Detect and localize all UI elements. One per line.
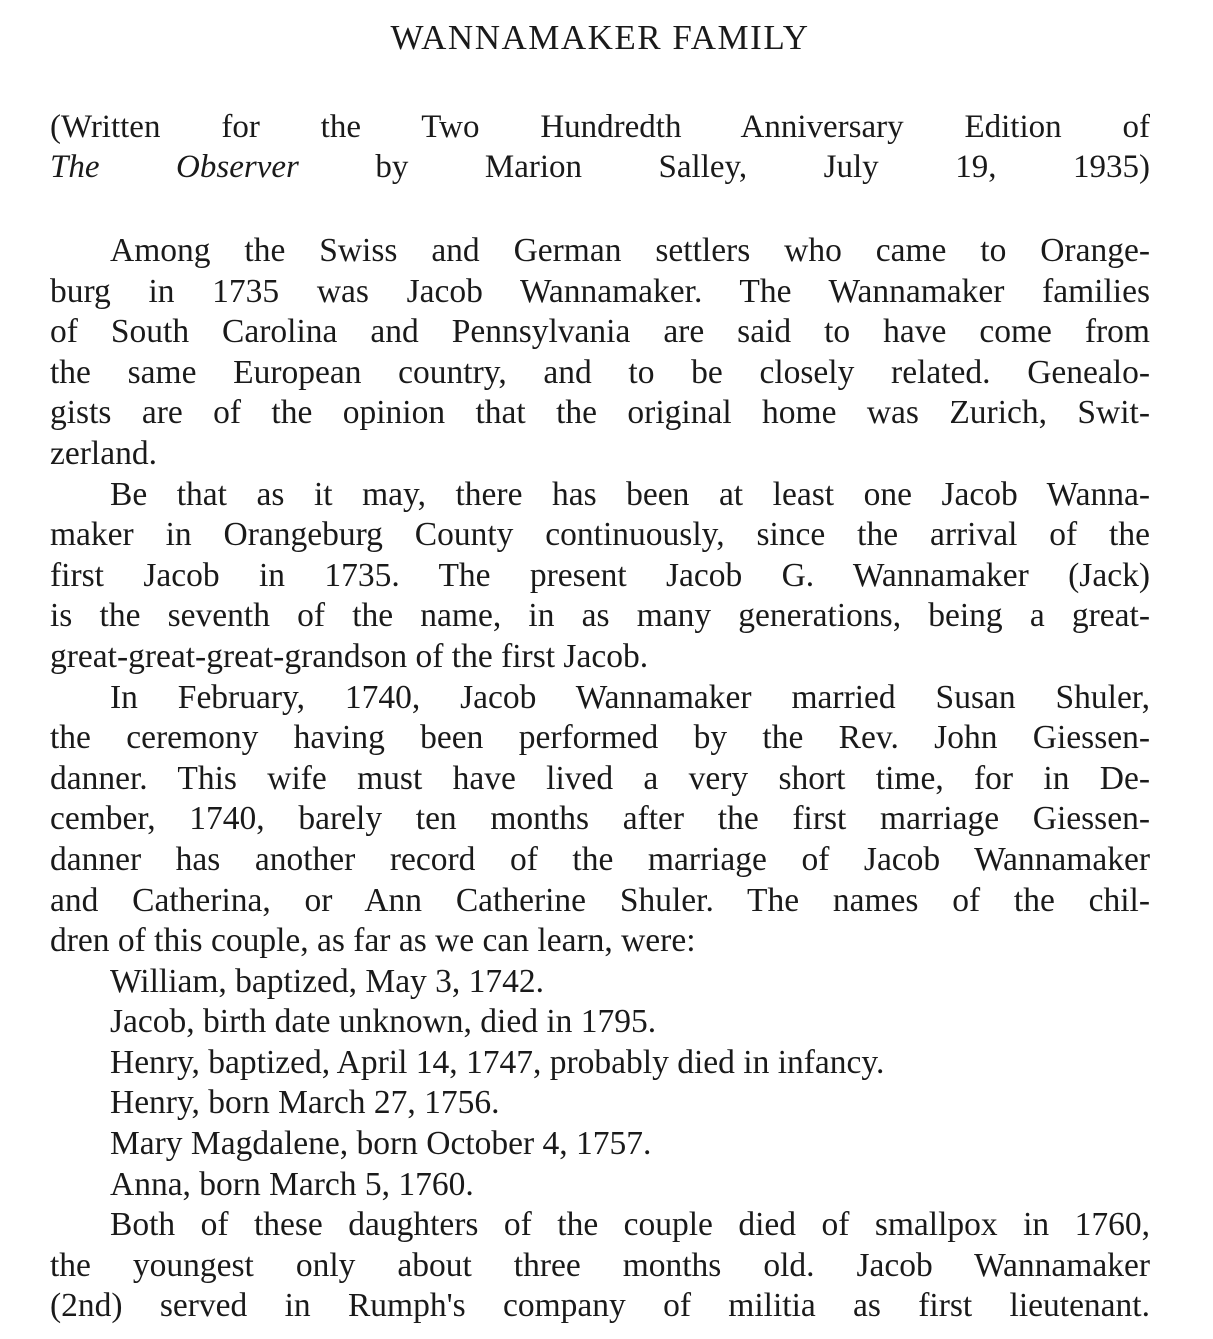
paragraph-line: zerland. bbox=[50, 434, 157, 472]
paragraph-line: the ceremony having been performed by the Rev. John Giessen- bbox=[50, 719, 1150, 757]
paragraph-line: gists are of the opinion that the original home was Zurich, Swit- bbox=[50, 394, 1150, 432]
paragraph-line: burg in 1735 was Jacob Wannamaker. The Wannamaker families bbox=[50, 272, 1150, 310]
paragraph-line: Among the Swiss and German settlers who came to Orange- bbox=[110, 232, 1150, 269]
children-list bbox=[50, 962, 1150, 1206]
list-item: William, baptized, May 3, 1742. bbox=[110, 962, 545, 1000]
paragraph-line: great-great-great-grandson of the first Jacob. bbox=[50, 637, 649, 675]
paragraph-line: (2nd) served in Rumph's company of militia as first lieutenant. bbox=[50, 1287, 1150, 1325]
page-title: WANNAMAKER FAMILY bbox=[390, 18, 810, 57]
list-item: Henry, born March 27, 1756. bbox=[110, 1084, 500, 1122]
paragraph-2 bbox=[50, 475, 1150, 678]
paragraph-line: the same European country, and to be closely related. Genealo- bbox=[50, 353, 1150, 391]
paragraph-line: danner. This wife must have lived a very short time, for in De- bbox=[50, 759, 1150, 797]
paragraph-line: of South Carolina and Pennsylvania are said to have come from bbox=[50, 313, 1150, 351]
paragraph-line: Both of these daughters of the couple died of smallpox in 1760, bbox=[110, 1206, 1150, 1244]
paragraph-line: and Catherina, or Ann Catherine Shuler. The names of the chil- bbox=[50, 881, 1150, 919]
list-item: Anna, born March 5, 1760. bbox=[110, 1165, 474, 1203]
publication-name: The Observer bbox=[50, 149, 299, 185]
subtitle-line-2-rest: by Marion Salley, July 19, 1935) bbox=[298, 149, 1150, 185]
list-item: Henry, baptized, April 14, 1747, probably died in infancy. bbox=[110, 1043, 885, 1081]
paragraph-line: first Jacob in 1735. The present Jacob G. Wannamaker (Jack) bbox=[50, 556, 1150, 594]
paragraph-1 bbox=[50, 231, 1150, 475]
article-body bbox=[50, 231, 1150, 1327]
paragraph-line: dren of this couple, as far as we can learn, were: bbox=[50, 922, 696, 960]
paragraph-line: danner has another record of the marriage of Jacob Wannamaker bbox=[50, 840, 1150, 878]
document-page bbox=[50, 14, 1150, 1327]
paragraph-line: maker in Orangeburg County continuously, since the arrival of the bbox=[50, 516, 1150, 554]
list-item: Jacob, birth date unknown, died in 1795. bbox=[110, 1003, 657, 1041]
paragraph-3 bbox=[50, 678, 1150, 962]
paragraph-line: In February, 1740, Jacob Wannamaker married Susan Shuler, bbox=[110, 678, 1150, 716]
paragraph-closing bbox=[50, 1205, 1150, 1327]
paragraph-line: is the seventh of the name, in as many generations, being a great- bbox=[50, 597, 1150, 635]
subtitle bbox=[50, 107, 1150, 187]
paragraph-line: Be that as it may, there has been at least one Jacob Wanna- bbox=[110, 475, 1150, 513]
list-item: Mary Magdalene, born October 4, 1757. bbox=[110, 1125, 652, 1163]
paragraph-line: cember, 1740, barely ten months after the first marriage Giessen- bbox=[50, 800, 1150, 838]
subtitle-line-1: (Written for the Two Hundredth Anniversary Edition of bbox=[50, 109, 1150, 145]
paragraph-line: the youngest only about three months old. Jacob Wannamaker bbox=[50, 1246, 1150, 1284]
subtitle-line-2 bbox=[50, 147, 1150, 187]
